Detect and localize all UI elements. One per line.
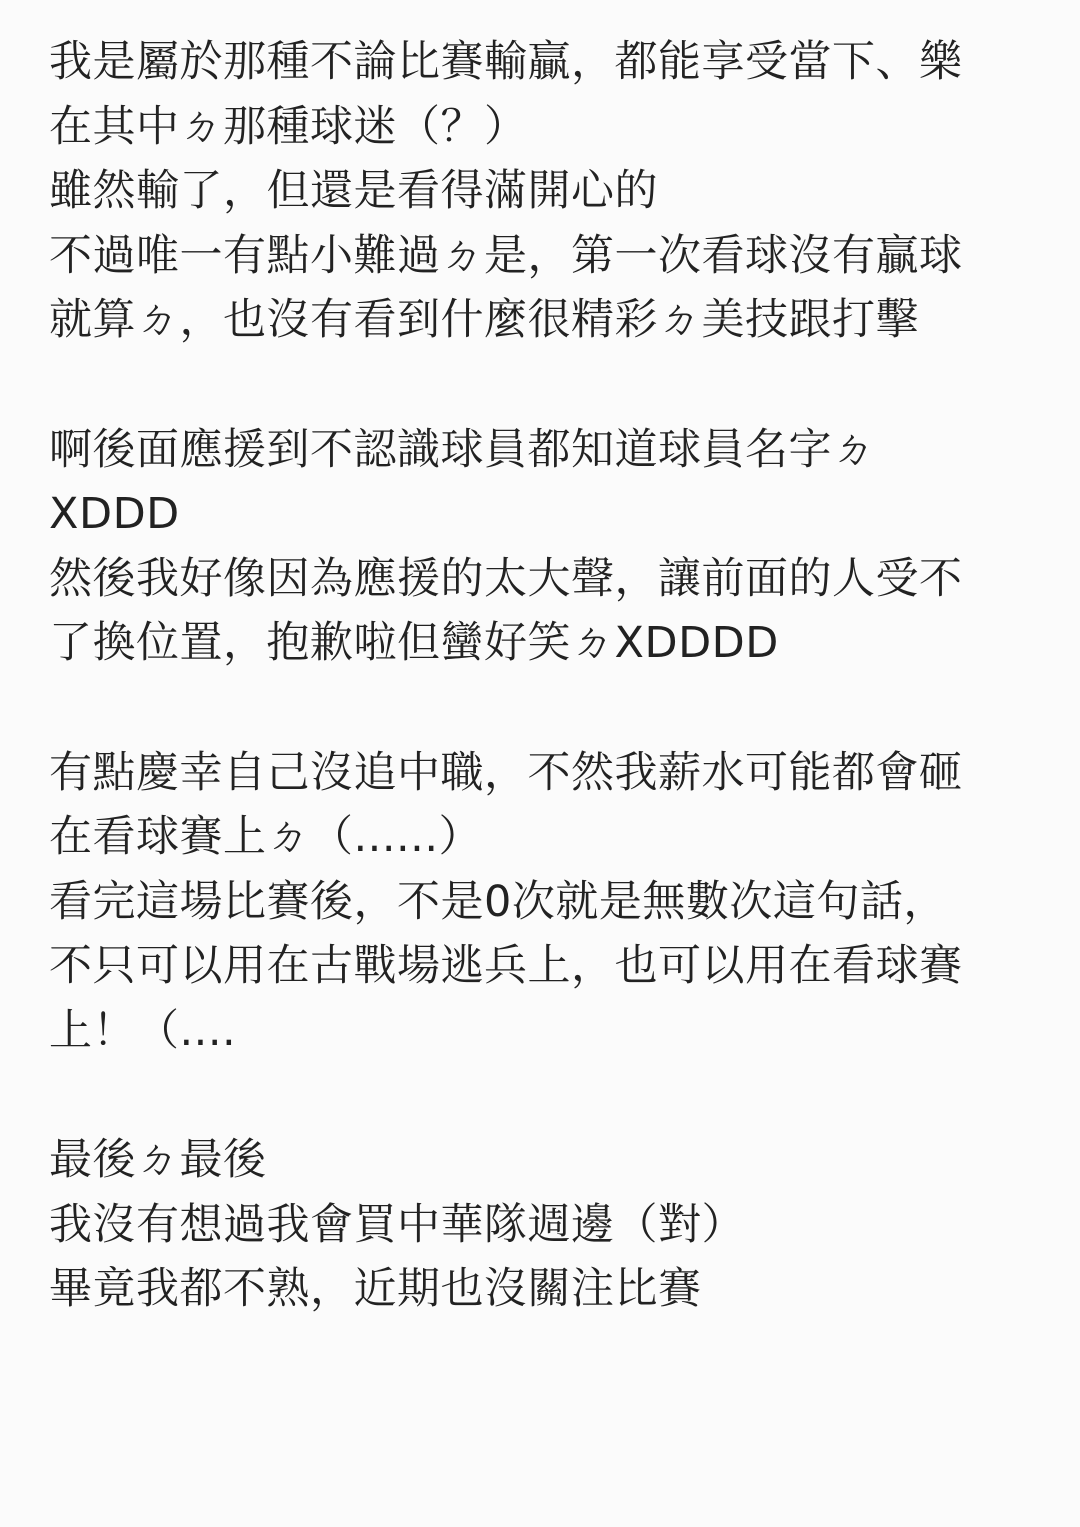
text-line: XDDD [49,489,180,540]
text-line: 我是屬於那種不論比賽輸贏，都能享受當下、樂 [49,37,963,87]
text-line: 了換位置，抱歉啦但蠻好笑ㄉXDDDD [49,618,779,669]
text-line: 就算ㄉ，也沒有看到什麼很精彩ㄉ美技跟打擊 [49,295,919,346]
text-line: 在其中ㄉ那種球迷（？） [49,101,528,152]
text-line: 雖然輸了，但還是看得滿開心的 [49,166,658,217]
text-line: 有點慶幸自己沒追中職，不然我薪水可能都會砸 [49,747,963,798]
text-line: 然後我好像因為應援的太大聲，讓前面的人受不 [49,553,963,604]
text-line: 畢竟我都不熟，近期也沒關注比賽 [49,1264,702,1315]
text-line: 上！（.... [49,1005,237,1056]
text-line: 啊後面應援到不認識球員都知道球員名字ㄉ [49,424,876,475]
text-line: 在看球賽上ㄉ（......） [49,812,483,863]
text-line: 我沒有想過我會買中華隊週邊（對） [49,1199,745,1250]
paragraph [49,741,1049,1064]
paragraph [49,1128,1049,1322]
text-line: 不只可以用在古戰場逃兵上，也可以用在看球賽 [49,941,963,992]
text-line: 最後ㄉ最後 [49,1135,267,1186]
text-line: 不過唯一有點小難過ㄉ是，第一次看球沒有贏球 [49,230,963,281]
paragraph [49,30,1049,353]
paragraph [49,418,1049,676]
paragraph-gap [49,353,1049,418]
paragraph-gap [49,676,1049,741]
post-body [49,30,1049,1322]
text-line: 看完這場比賽後，不是0次就是無數次這句話， [49,876,947,927]
paragraph-gap [49,1064,1049,1129]
